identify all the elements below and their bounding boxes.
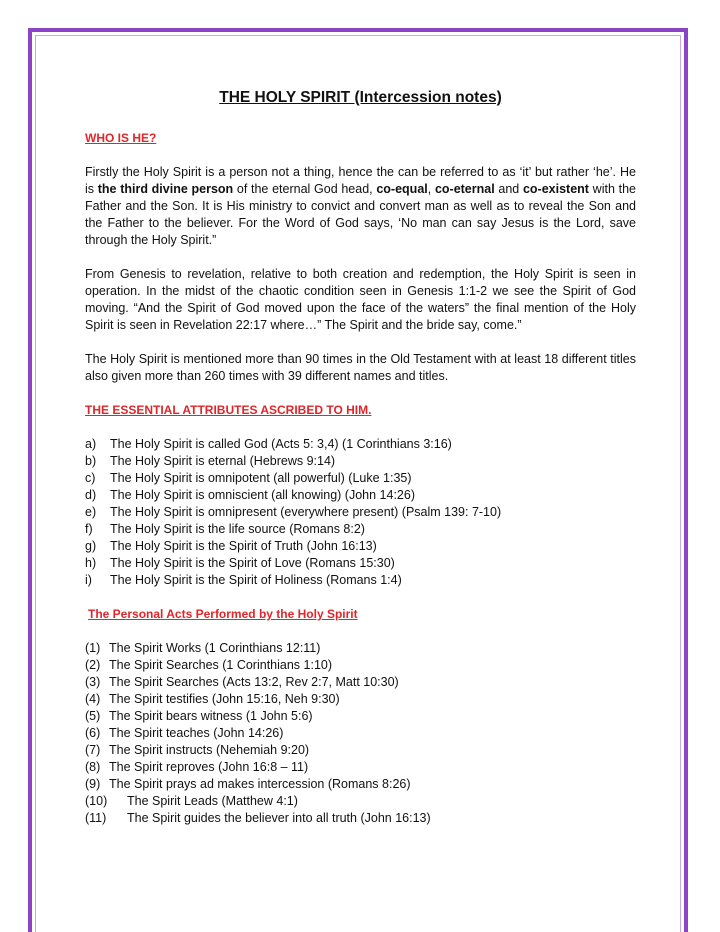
- list-item: [85, 487, 636, 504]
- list-item-marker: d): [85, 488, 97, 502]
- list-item: [85, 725, 636, 742]
- list-item-marker: (3): [85, 675, 101, 689]
- list-item-text: The Holy Spirit is called God (Acts 5: 3,4) (1 Corinthians 3:16): [110, 437, 452, 451]
- para1-bold-3: co-eternal: [434, 182, 495, 196]
- list-item-marker: (4): [85, 692, 101, 706]
- list-item-text: The Holy Spirit is omnipresent (everywhere present) (Psalm 139: 7-10): [110, 505, 502, 519]
- para1-text-1: Firstly the Holy Spirit is a person not a thing, hence the can be referred to as ‘it’ but rather ‘he’. He is: [85, 165, 636, 196]
- para1-text-4: and: [494, 182, 523, 196]
- list-item-marker: h): [85, 556, 97, 570]
- list-item: [85, 521, 636, 538]
- list-item: [85, 793, 636, 810]
- list-item-marker: i): [85, 573, 92, 587]
- list-item-marker: f): [85, 522, 93, 536]
- list-item-text: The Spirit guides the believer into all truth (John 16:13): [127, 811, 431, 825]
- list-item-marker: (2): [85, 658, 101, 672]
- para1-bold-4: co-existent: [522, 182, 589, 196]
- list-item-marker: (7): [85, 743, 101, 757]
- list-item-text: The Spirit prays ad makes intercession (Romans 8:26): [109, 777, 411, 791]
- list-item-text: The Holy Spirit is the Spirit of Love (Romans 15:30): [110, 556, 395, 570]
- list-item-text: The Holy Spirit is omniscient (all knowing) (John 14:26): [110, 488, 415, 502]
- list-item: [85, 776, 636, 793]
- list-item-text: The Holy Spirit is the life source (Romans 8:2): [110, 522, 365, 536]
- list-item-marker: b): [85, 454, 97, 468]
- list-item: [85, 538, 636, 555]
- list-item-marker: (10): [85, 794, 108, 808]
- list-item-text: The Spirit Works (1 Corinthians 12:11): [109, 641, 321, 655]
- list-item-marker: a): [85, 437, 97, 451]
- list-item-text: The Spirit Leads (Matthew 4:1): [127, 794, 298, 808]
- list-item-text: The Spirit Searches (1 Corinthians 1:10): [109, 658, 333, 672]
- list-item-marker: e): [85, 505, 97, 519]
- list-item: [85, 708, 636, 725]
- list-item-text: The Holy Spirit is omnipotent (all powerful) (Luke 1:35): [110, 471, 412, 485]
- paragraph-person: [85, 164, 636, 249]
- para1-bold-2: co-equal: [376, 182, 428, 196]
- attributes-list: [85, 436, 636, 589]
- list-item: [85, 640, 636, 657]
- list-item-text: The Holy Spirit is the Spirit of Holiness (Romans 1:4): [110, 573, 402, 587]
- list-item: [85, 572, 636, 589]
- list-item: [85, 657, 636, 674]
- list-item-marker: (8): [85, 760, 101, 774]
- list-item: [85, 674, 636, 691]
- list-item-marker: c): [85, 471, 96, 485]
- list-item: [85, 759, 636, 776]
- list-item-text: The Spirit bears witness (1 John 5:6): [109, 709, 313, 723]
- list-item-text: The Holy Spirit is eternal (Hebrews 9:14): [110, 454, 336, 468]
- list-item-marker: g): [85, 539, 97, 553]
- list-item: [85, 436, 636, 453]
- list-item-text: The Spirit instructs (Nehemiah 9:20): [109, 743, 310, 757]
- list-item: [85, 470, 636, 487]
- list-item-text: The Spirit Searches (Acts 13:2, Rev 2:7, Matt 10:30): [109, 675, 399, 689]
- heading-who-is-he: WHO IS HE?: [85, 131, 157, 145]
- list-item-marker: (11): [85, 811, 107, 825]
- list-item-text: The Spirit teaches (John 14:26): [109, 726, 284, 740]
- para1-text-5: with the Father and the Son. It is His ministry to convict and convert man as well as to reveal the Son and the Father to the believer. For the Word of God says, ‘No man can say Jesus is the Lord, save through the Holy Spirit.”: [85, 182, 636, 247]
- heading-personal-acts: The Personal Acts Performed by the Holy Spirit: [88, 607, 358, 621]
- list-item: [85, 810, 636, 827]
- personal-acts-list: [85, 640, 636, 827]
- list-item-text: The Holy Spirit is the Spirit of Truth (John 16:13): [110, 539, 377, 553]
- list-item-marker: (6): [85, 726, 101, 740]
- list-item-marker: (9): [85, 777, 101, 791]
- para1-text-3: ,: [427, 182, 435, 196]
- document-body: [85, 88, 636, 844]
- list-item: [85, 691, 636, 708]
- paragraph-mentions: The Holy Spirit is mentioned more than 90 times in the Old Testament with at least 18 different titles also given more than 260 times with 39 different names and titles.: [85, 352, 636, 383]
- list-item: [85, 504, 636, 521]
- para1-text-2: of the eternal God head,: [233, 182, 377, 196]
- paragraph-genesis: From Genesis to revelation, relative to both creation and redemption, the Holy Spirit is seen in operation. In the midst of the chaotic condition seen in Genesis 1:1-2 we see the Spirit of God moving. “And the Spirit of God moved upon the face of the waters” the final mention of the Holy Spirit is seen in Revelation 22:17 where…” The Spirit and the bride say, come.”: [85, 267, 636, 332]
- document-title: THE HOLY SPIRIT (Intercession notes): [219, 89, 502, 106]
- list-item: [85, 555, 636, 572]
- list-item-text: The Spirit reproves (John 16:8 – 11): [109, 760, 309, 774]
- list-item: [85, 742, 636, 759]
- list-item-text: The Spirit testifies (John 15:16, Neh 9:30): [109, 692, 340, 706]
- heading-attributes: THE ESSENTIAL ATTRIBUTES ASCRIBED TO HIM.: [85, 403, 372, 417]
- para1-bold-1: the third divine person: [97, 182, 234, 196]
- list-item-marker: (5): [85, 709, 101, 723]
- list-item: [85, 453, 636, 470]
- list-item-marker: (1): [85, 641, 101, 655]
